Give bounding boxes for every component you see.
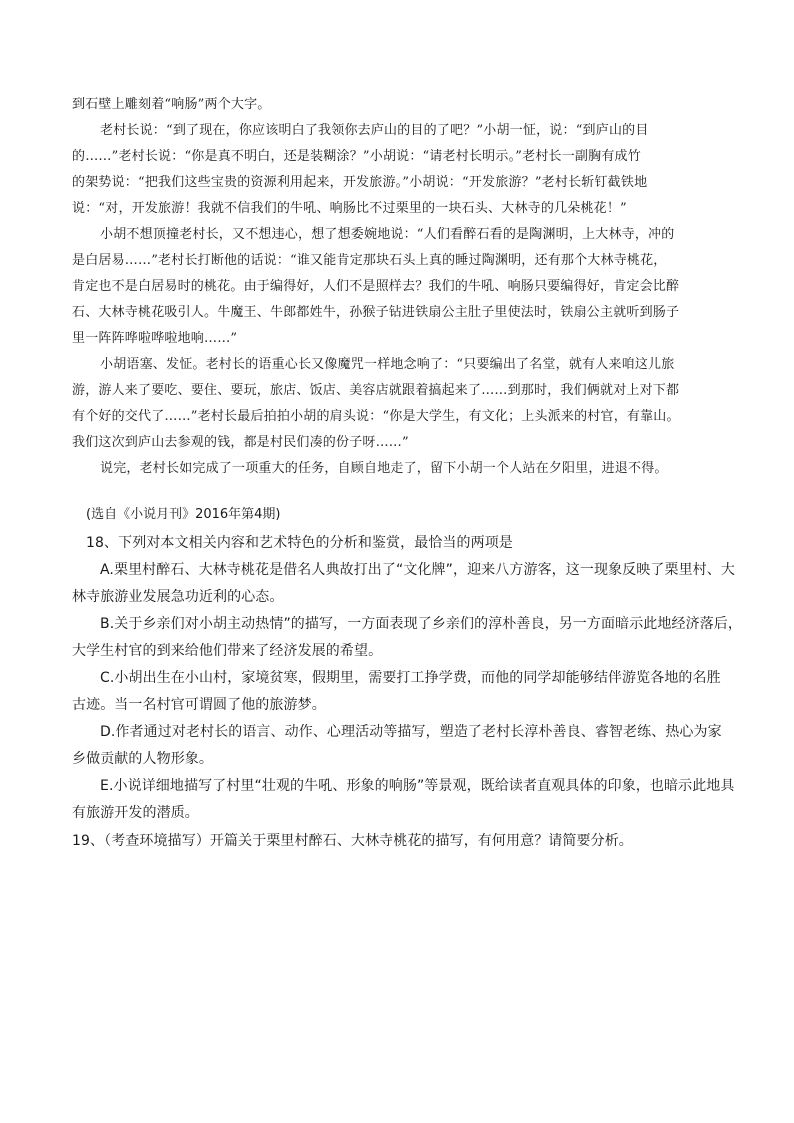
story-line: 石、大林寺桃花吸引人。牛魔王、牛郎都姓牛，孙猴子钻进铁扇公主肚子里使法时，铁扇公主就听到肠子 [72, 305, 680, 320]
story-line: 到石壁上雕刻着“响肠”两个大字。 [72, 97, 271, 112]
option-line: 林寺旅游业发展急功近利的心态。 [72, 589, 284, 605]
option-line: E.小说详细地描写了村里“壮观的牛吼、形象的响肠”等景观，既给读者直观具体的印象，也暗示此地具 [100, 778, 735, 794]
question-19-stem: 19、（考查环境描写）开篇关于栗里村醉石、大林寺桃花的描写，有何用意？请简要分析。 [72, 833, 633, 849]
story-line: 小胡语塞、发怔。老村长的语重心长又像魔咒一样地念响了：“只要编出了名堂，就有人来咱这儿旅 [100, 357, 675, 372]
story-line: 说：“对，开发旅游！我就不信我们的牛吼、响肠比不过栗里的一块石头、大林寺的几朵桃花！” [72, 201, 627, 216]
story-line: 我们这次到庐山去参观的钱，都是村民们凑的份子呀……” [72, 435, 409, 450]
story-line: 小胡不想顶撞老村长，又不想违心，想了想委婉地说：“人们看醉石看的是陶渊明，上大林寺，冲的 [100, 227, 675, 242]
story-line: 的……”老村长说：“你是真不明白，还是装糊涂？”小胡说：“请老村长明示。”老村长一副胸有成竹 [72, 149, 641, 164]
option-line: 古迹。当一名村官可谓圆了他的旅游梦。 [72, 697, 326, 713]
story-line: 说完，老村长如完成了一项重大的任务，自顾自地走了，留下小胡一个人站在夕阳里，进退不得。 [100, 461, 668, 476]
story-text [72, 92, 752, 482]
story-line: 有个好的交代了……”老村长最后拍拍小胡的肩头说：“你是大学生，有文化；上头派来的村官，有靠山。 [72, 409, 680, 424]
story-line: 是白居易……”老村长打断他的话说：“谁又能肯定那块石头上真的睡过陶渊明，还有那个大林寺桃花， [72, 253, 667, 268]
option-line: 大学生村官的到来给他们带来了经济发展的希望。 [72, 643, 383, 659]
story-line: 里一阵阵哗啦哗啦地响……” [72, 331, 238, 346]
story-line: 的架势说：“把我们这些宝贵的资源利用起来，开发旅游。”小胡说：“开发旅游？”老村长斩钉截铁地 [72, 175, 648, 190]
story-line: 老村长说：“到了现在，你应该明白了我领你去庐山的目的了吧？”小胡一怔，说：“到庐山的目 [100, 123, 649, 138]
source-citation: (选自《小说月刊》2016年第4期) [86, 507, 281, 522]
question-18-stem: 18、下列对本文相关内容和艺术特色的分析和鉴赏，最恰当的两项是 [86, 535, 513, 551]
option-line: D.作者通过对老村长的语言、动作、心理活动等描写，塑造了老村长淳朴善良、睿智老练、热心为家 [100, 724, 722, 740]
story-line: 游，游人来了要吃、要住、要玩，旅店、饭店、美容店就跟着搞起来了……到那时，我们俩就对上对下都 [72, 383, 680, 398]
option-line: 乡做贡献的人物形象。 [72, 751, 213, 767]
story-line: 肯定也不是白居易时的桃花。由于编得好，人们不是照样去？我们的牛吼、响肠只要编得好，肯定会比醉 [72, 279, 680, 294]
option-line: C.小胡出生在小山村，家境贫寒，假期里，需要打工挣学费，而他的同学却能够结伴游览各地的名胜 [100, 670, 721, 686]
option-line: B.关于乡亲们对小胡主动热情”的描写，一方面表现了乡亲们的淳朴善良，另一方面暗示此地经济落后， [100, 616, 743, 632]
option-line: A.栗里村醉石、大林寺桃花是借名人典故打出了“文化牌”，迎来八方游客，这一现象反映了栗里村、大 [100, 562, 735, 578]
questions-section [72, 530, 762, 855]
option-line: 有旅游开发的潜质。 [72, 805, 199, 821]
